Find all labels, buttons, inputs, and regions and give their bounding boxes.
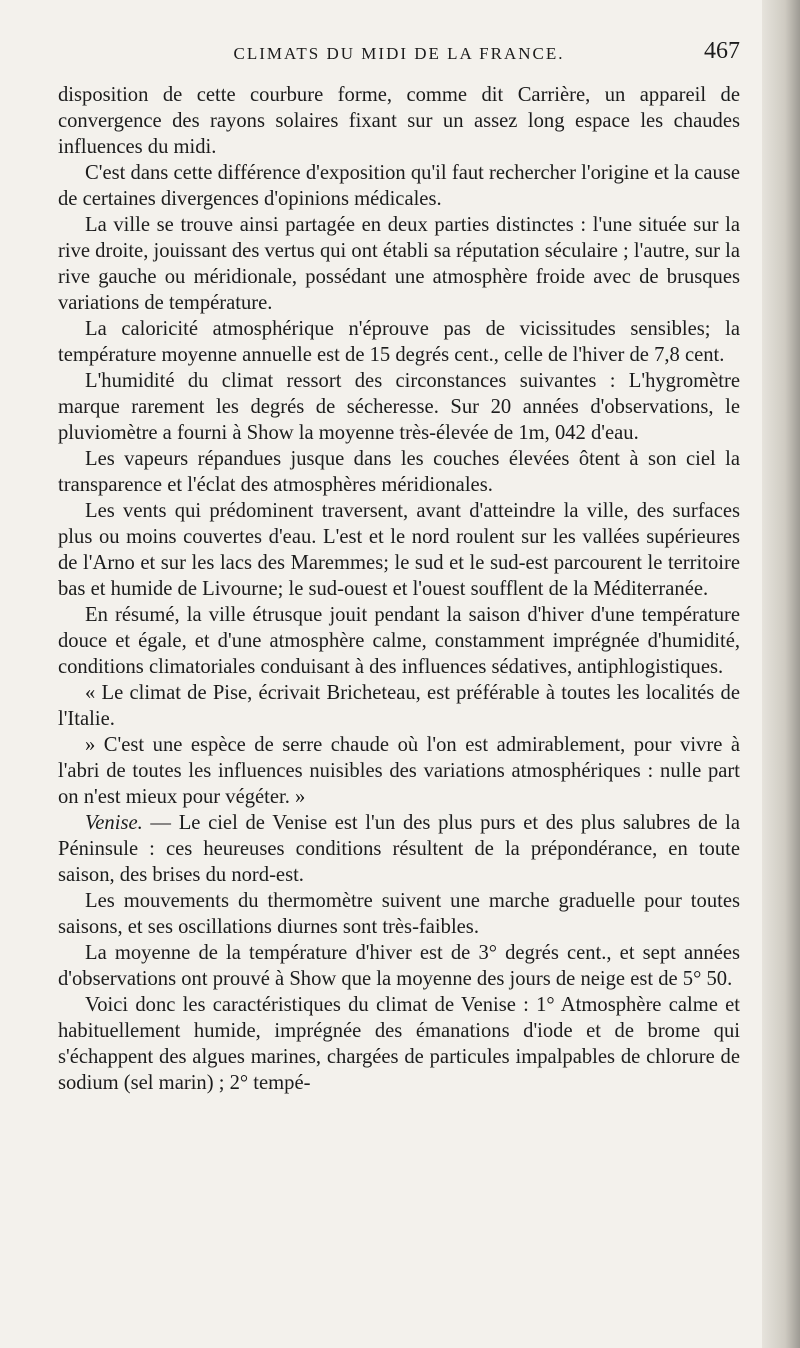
section-label-venise: Venise. bbox=[85, 812, 143, 834]
paragraph-3: La ville se trouve ainsi partagée en deux parties distinctes : l'une située sur la rive droite, jouissant des vertus qui ont établi sa réputation séculaire ; l'autre, sur la rive gauche ou méridionale, possédant une atmosphère froide avec de brusques variations de température. bbox=[58, 214, 740, 314]
paragraph-6: Les vapeurs répandues jusque dans les couches élevées ôtent à son ciel la transparence et l'éclat des atmosphères méridionales. bbox=[58, 448, 740, 496]
page-number: 467 bbox=[704, 38, 740, 64]
book-page bbox=[58, 38, 740, 1096]
paragraph-12: Les mouvements du thermomètre suivent une marche graduelle pour toutes saisons, et ses oscillations diurnes sont très-faibles. bbox=[58, 890, 740, 938]
paragraph-1: disposition de cette courbure forme, comme dit Carrière, un appareil de convergence des rayons solaires fixant sur un assez long espace les chaudes influences du midi. bbox=[58, 84, 740, 158]
paragraph-4: La caloricité atmosphérique n'éprouve pas de vicissitudes sensibles; la température moyenne annuelle est de 15 degrés cent., celle de l'hiver de 7,8 cent. bbox=[58, 318, 740, 366]
paragraph-8: En résumé, la ville étrusque jouit pendant la saison d'hiver d'une température douce et égale, et d'une atmosphère calme, constamment imprégnée d'humidité, conditions climatoriales conduisant à des influences sédatives, antiphlogistiques. bbox=[58, 604, 740, 678]
paragraph-venise bbox=[58, 810, 740, 888]
page-edge-shadow bbox=[762, 0, 800, 1348]
paragraph-14: Voici donc les caractéristiques du climat de Venise : 1° Atmosphère calme et habituellement humide, imprégnée des émanations d'iode et de brome qui s'échappent des algues marines, chargées de particules impalpables de chlorure de sodium (sel marin) ; 2° tempé- bbox=[58, 994, 740, 1094]
paragraph-13: La moyenne de la température d'hiver est de 3° degrés cent., et sept années d'observations ont prouvé à Show que la moyenne des jours de neige est de 5° 50. bbox=[58, 942, 740, 990]
paragraph-2: C'est dans cette différence d'exposition qu'il faut rechercher l'origine et la cause de certaines divergences d'opinions médicales. bbox=[58, 162, 740, 210]
paragraph-5: L'humidité du climat ressort des circonstances suivantes : L'hygromètre marque rarement les degrés de sécheresse. Sur 20 années d'observations, le pluviomètre a fourni à Show la moyenne très-élevée de 1m, 042 d'eau. bbox=[58, 370, 740, 444]
paragraph-9: « Le climat de Pise, écrivait Bricheteau, est préférable à toutes les localités de l'Italie. bbox=[58, 682, 740, 730]
venise-text: — Le ciel de Venise est l'un des plus purs et des plus salubres de la Péninsule : ces heureuses conditions résultent de la prépondérance, en toute saison, des brises du nord-est. bbox=[58, 812, 740, 886]
running-title: CLIMATS DU MIDI DE LA FRANCE. bbox=[233, 44, 565, 63]
body-text bbox=[58, 82, 740, 1096]
paragraph-10: » C'est une espèce de serre chaude où l'on est admirablement, pour vivre à l'abri de toutes les influences nuisibles des variations atmosphériques : nulle part on n'est mieux pour végéter. » bbox=[58, 734, 740, 808]
running-head bbox=[58, 38, 740, 82]
paragraph-7: Les vents qui prédominent traversent, avant d'atteindre la ville, des surfaces plus ou moins couvertes d'eau. L'est et le nord roulent sur les vallées supérieures de l'Arno et sur les lacs des Maremmes; le sud et le sud-est parcourent le territoire bas et humide de Livourne; le sud-ouest et l'ouest soufflent de la Méditerranée. bbox=[58, 500, 740, 600]
